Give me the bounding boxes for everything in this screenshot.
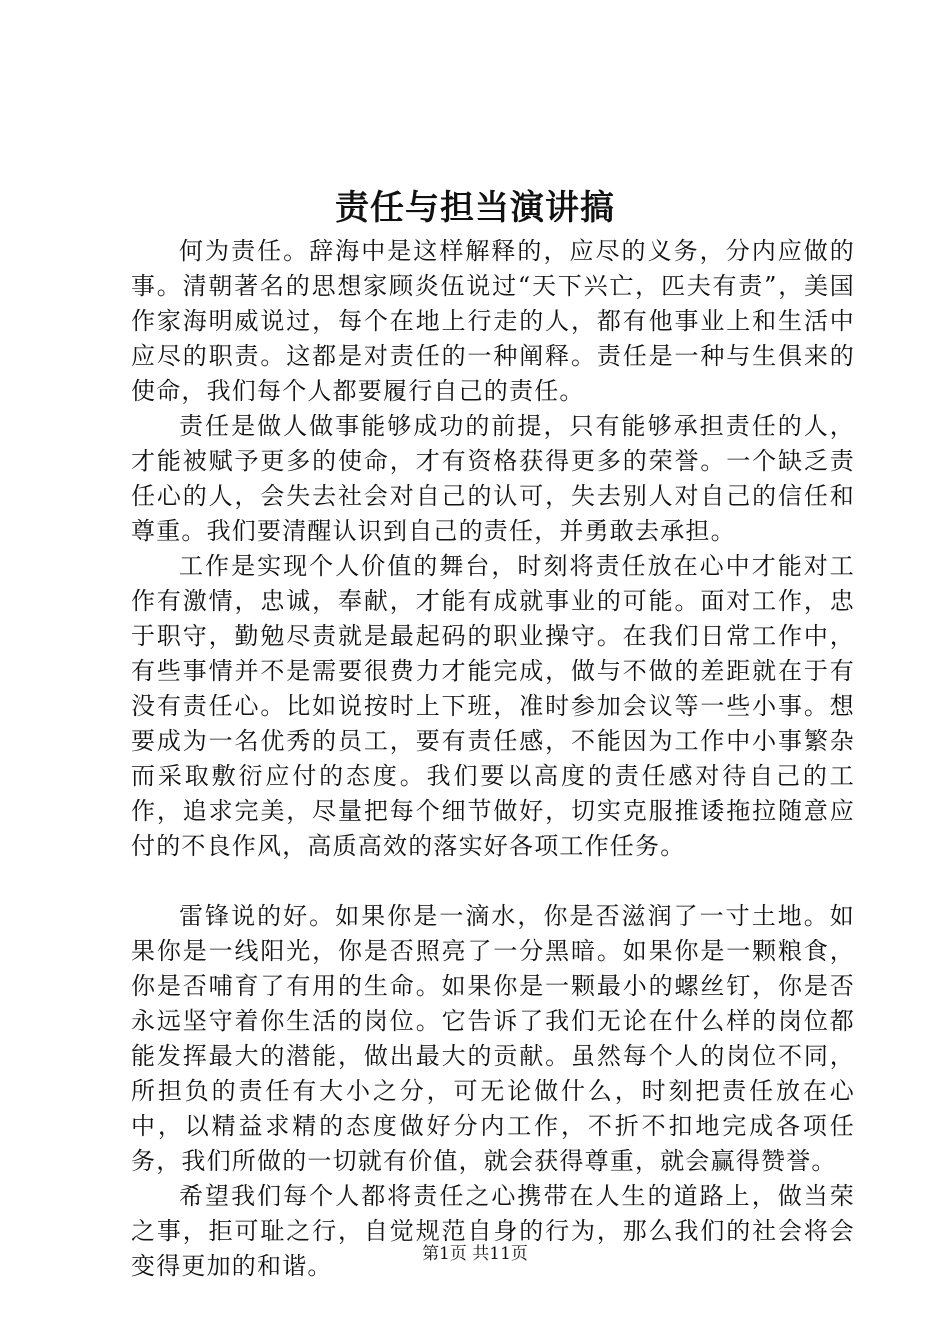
paragraph-1: 何为责任。辞海中是这样解释的，应尽的义务，分内应做的事。清朝著名的思想家顾炎伍说过“天下兴亡，匹夫有责”，美国作家海明威说过，每个在地上行走的人，都有他事业上和生活中应尽的职责。这都是对责任的一种阐释。责任是一种与生俱来的使命，我们每个人都要履行自己的责任。 [131, 237, 855, 405]
document-title: 责任与担当演讲搞 [335, 188, 615, 228]
document-body [131, 234, 855, 1284]
paragraph-3: 工作是实现个人价值的舞台，时刻将责任放在心中才能对工作有激情，忠诚，奉献，才能有成就事业的可能。面对工作，忠于职守，勤勉尽责就是最起码的职业操守。在我们日常工作中，有些事情并不是需要很费力才能完成，做与不做的差距就在于有没有责任心。比如说按时上下班，准时参加会议等一些小事。想要成为一名优秀的员工，要有责任感，不能因为工作中小事繁杂而采取敷衍应付的态度。我们要以高度的责任感对待自己的工作，追求完美，尽量把每个细节做好，切实克服推诿拖拉随意应付的不良作风，高质高效的落实好各项工作任务。 [131, 552, 855, 860]
paragraph-4: 雷锋说的好。如果你是一滴水，你是否滋润了一寸土地。如果你是一线阳光，你是否照亮了一分黑暗。如果你是一颗粮食，你是否哺育了有用的生命。如果你是一颗最小的螺丝钉，你是否永远坚守着你生活的岗位。它告诉了我们无论在什么样的岗位都能发挥最大的潜能，做出最大的贡献。虽然每个人的岗位不同，所担负的责任有大小之分，可无论做什么，时刻把责任放在心中，以精益求精的态度做好分内工作，不折不扣地完成各项任务，我们所做的一切就有价值，就会获得尊重，就会赢得赞誉。 [131, 902, 855, 1175]
page-number-footer: 第1页 共11页 [422, 1244, 528, 1264]
paragraph-2: 责任是做人做事能够成功的前提，只有能够承担责任的人，才能被赋予更多的使命，才有资格获得更多的荣誉。一个缺乏责任心的人，会失去社会对自己的认可，失去别人对自己的信任和尊重。我们要清醒认识到自己的责任，并勇敢去承担。 [131, 412, 855, 545]
paragraph-5: 希望我们每个人都将责任之心携带在人生的道路上，做当荣之事，拒可耻之行，自觉规范自身的行为，那么我们的社会将会变得更加的和谐。 [131, 1182, 855, 1280]
